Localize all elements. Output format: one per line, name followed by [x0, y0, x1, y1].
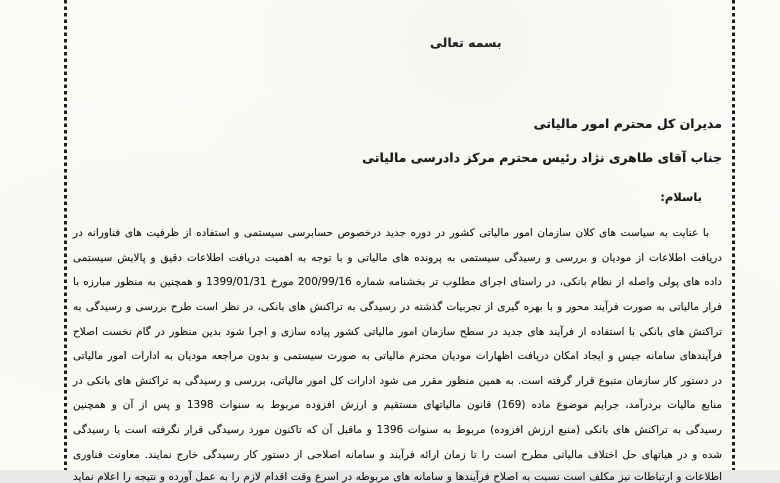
body-line: داده های پولی واصله از نظام بانکی، در راستای اجرای مطلوب تر بخشنامه شماره 200/99/16 مورخ 1399/01/31 و همچنین به منظور مبارزه با — [73, 276, 722, 289]
body-line-partially-cropped: اطلاعات و ارتباطات نیز مکلف است نسبت به اصلاح فرآیندها و سامانه های مربوطه در اسرع وقت اقدام لازم را به عمل آورده و نتیجه را اعلام نماید — [73, 471, 722, 483]
recipient-line-directors: مدیران کل محترم امور مالیاتی — [533, 116, 722, 131]
body-line: در دستور کار سازمان متبوع قرار گرفته است. به همین منظور مقرر می شود ادارات کل امور مالیاتی، بررسی و رسیدگی به تراکنش های بانکی در — [73, 374, 722, 387]
body-line: منابع مالیات بردرآمد، جرایم موضوع ماده (169) قانون مالیاتهای مستقیم و ارزش افزوده مربوط به سنوات 1398 و پس از آن و همچنین — [73, 399, 722, 412]
recipient-line-taheri-nejad: جناب آقای طاهری نژاد رئیس محترم مرکز دادرسی مالیاتی — [362, 150, 722, 165]
recipient-block — [200, 116, 722, 165]
body-line: فرآیندهای سامانه جیس و ایجاد امکان دریافت اظهارات مودیان محترم مالیاتی به صورت سیستمی و بدون مراجعه مودیان به ادارات امور مالیاتی — [73, 350, 722, 363]
salutation: باسلام: — [660, 190, 702, 204]
body-line: تراکنش های بانکی با استفاده از فرآیند های جدید در سطح سازمان امور مالیاتی کشور پیاده سازی و اجرا شود بدین منظور در گام نخست اصلاح — [73, 325, 722, 338]
body-line: با عنایت به سیاست های کلان سازمان امور مالیاتی کشور در دوره جدید درخصوص حسابرسی سیستمی و استفاده از ظرفیت های فناورانه در — [73, 227, 709, 239]
body-line: رسیدگی به تراکنش های بانکی (منبع ارزش افزوده) مربوط به سنوات 1396 و ماقبل آن که تاکنون مورد رسیدگی قرار نگرفته است یا رسیدگی — [73, 424, 723, 437]
letter-body — [73, 221, 722, 483]
body-line: فرار مالیاتی به صورت فرآیند محور و با بهره گیری از تجربیات گذشته در رسیدگی به تراکنش های بانکی، در نظر است طرح بررسی و رسیدگی به — [73, 300, 722, 313]
besmellah-header: بسمه تعالی — [430, 35, 502, 50]
body-line: شده و در هیاتهای حل اختلاف مالیاتی مطرح است را تا زمان ارائه فرآیند و سامانه اصلاحی از دستور کار رسیدگی خارج نمایند. معاونت فناوری — [73, 448, 722, 461]
left-dotted-border — [64, 0, 67, 470]
right-dotted-border — [732, 0, 735, 470]
body-line: دریافت اطلاعات از مودیان و بررسی و رسیدگی سیستمی به پرونده های مالیاتی و با توجه به اهمیت دریافت اطلاعات دقیق و پالایش سیستمی — [73, 251, 722, 264]
